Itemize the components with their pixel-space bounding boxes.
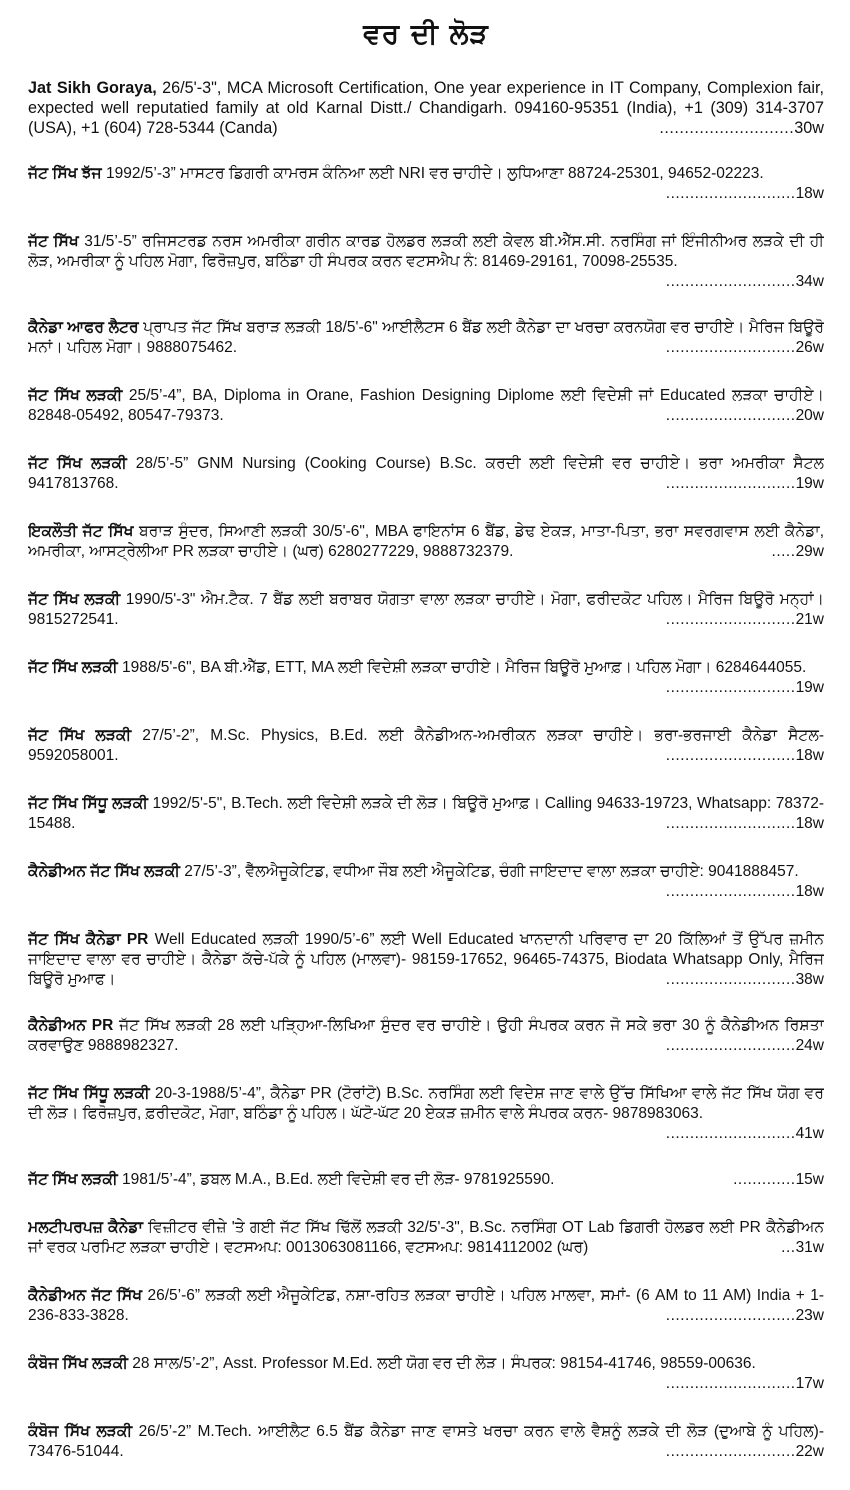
ad-heading: Jat Sikh Goraya, — [28, 79, 157, 97]
ad-text: 31/5’-5” ਰਜਿਸਟਰਡ ਨਰਸ ਅਮਰੀਕਾ ਗਰੀਨ ਕਾਰਡ ਹੋਲਡਰ ਲੜਕੀ ਲਈ ਕੇਵਲ ਬੀ.ਐੱਸ.ਸੀ. ਨਰਸਿੰਗ ਜਾਂ ਇੰਜੀਨੀਅਰ ਲੜਕੇ ਦੀ ਹੀ ਲੋੜ, ਅਮਰੀਕਾ ਨੂੰ ਪਹਿਲ ਮੋਗਾ, ਫਿਰੋਜ਼ਪੁਰ, ਬਠਿੰਡਾ ਹੀ ਸੰਪਰਕ ਕਰਨ ਵਟਸਐਪ ਨੰ: 81469-29161, 70098-25535. — [28, 233, 824, 270]
ad-dots: ........................... — [665, 407, 796, 424]
ad-dots: ........................... — [665, 611, 796, 628]
list-item — [28, 1354, 824, 1394]
ad-text: 1990/5'-3" ਐਮ.ਟੈਕ. 7 ਬੈਂਡ ਲਈ ਬਰਾਬਰ ਯੋਗਤਾ ਵਾਲਾ ਲੜਕਾ ਚਾਹੀਏ। ਮੋਗਾ, ਫਰੀਦਕੋਟ ਪਹਿਲ। ਮੈਰਿਜ ਬਿਊਰੋ ਮਨ੍ਹਾਂ। 9815272541. — [28, 591, 824, 628]
ad-code — [666, 746, 824, 766]
ad-code — [659, 118, 824, 138]
ad-word-count: 19w — [795, 475, 824, 492]
ad-word-count: 18w — [795, 883, 824, 900]
ad-code — [666, 272, 824, 292]
ad-heading: ਕੰਬੋਜ ਸਿੱਖ ਲੜਕੀ — [28, 1355, 128, 1372]
ad-word-count: 20w — [795, 407, 824, 424]
ad-heading: ਕੈਨੇਡੀਅਨ PR — [28, 1017, 114, 1034]
ad-code — [666, 1306, 824, 1326]
ad-dots: ........................... — [665, 185, 796, 202]
ad-dots: ........................... — [665, 1125, 796, 1142]
list-item — [28, 794, 824, 834]
ad-heading: ਜੱਟ ਸਿੱਖ ਲੜਕੀ — [28, 591, 121, 608]
ad-word-count: 30w — [794, 119, 824, 137]
ad-dots: ... — [781, 1239, 796, 1256]
ad-code — [666, 474, 824, 494]
ad-code — [666, 184, 824, 204]
list-item — [28, 78, 824, 138]
ad-heading: ਕੈਨੇਡੀਅਨ ਜੱਟ ਸਿੱਖ — [28, 1287, 143, 1304]
ad-heading: ਜੱਟ ਸਿੱਖ ਸਿੱਧੂ ਲੜਕੀ — [28, 1085, 150, 1102]
ad-word-count: 31w — [795, 1239, 824, 1256]
ad-code — [666, 970, 824, 990]
ad-dots: ........................... — [665, 1375, 796, 1392]
ad-dots: ........................... — [665, 1037, 796, 1054]
list-item — [28, 1422, 824, 1462]
list-item — [28, 164, 824, 204]
ad-code — [666, 1124, 824, 1144]
ad-code — [666, 678, 824, 698]
list-item — [28, 454, 824, 494]
ad-heading: ਕੰਬੋਜ ਸਿੱਖ ਲੜਕੀ — [28, 1423, 133, 1440]
ad-heading: ਜੱਟ ਸਿੱਖ ਲੜਕੀ — [28, 1171, 118, 1188]
ad-word-count: 38w — [795, 971, 824, 988]
ad-text: 28/5’-5” GNM Nursing (Cooking Course) B.Sc. ਕਰਦੀ ਲਈ ਵਿਦੇਸ਼ੀ ਵਰ ਚਾਹੀਏ। ਭਰਾ ਅਮਰੀਕਾ ਸੈਟਲ 9417813768. — [28, 455, 824, 492]
ad-text: 27/5’-3”, ਵੈੱਲਐਜੂਕੇਟਿਡ, ਵਧੀਆ ਜੌਬ ਲਈ ਐਜੂਕੇਟਿਡ, ਚੰਗੀ ਜਾਇਦਾਦ ਵਾਲਾ ਲੜਕਾ ਚਾਹੀਏ: 9041888457. — [179, 863, 799, 880]
ad-word-count: 18w — [795, 747, 824, 764]
list-item — [28, 590, 824, 630]
list-item — [28, 318, 824, 358]
ad-text: 25/5’-4”, BA, Diploma in Orane, Fashion Designing Diplome ਲਈ ਵਿਦੇਸ਼ੀ ਜਾਂ Educated ਲੜਕਾ ਚਾਹੀਏ। 82848-05492, 80547-79373. — [28, 387, 824, 424]
ad-word-count: 22w — [795, 1443, 824, 1460]
list-item — [28, 386, 824, 426]
list-item — [28, 1016, 824, 1056]
ad-code — [666, 882, 824, 902]
ad-text: ਜੱਟ ਸਿੱਖ ਲੜਕੀ 28 ਲਈ ਪੜ੍ਹਿਆ-ਲਿਖਿਆ ਸੁੰਦਰ ਵਰ ਚਾਹੀਏ। ਉਹੀ ਸੰਪਰਕ ਕਰਨ ਜੋ ਸਕੇ ਭਰਾ 30 ਨੂੰ ਕੈਨੇਡੀਅਨ ਰਿਸ਼ਤਾ ਕਰਵਾਉਣ 9888982327. — [28, 1017, 824, 1054]
ad-heading: ਜੱਟ ਸਿੱਖ ਸਿੱਧੂ ਲੜਕੀ — [28, 795, 148, 812]
ad-dots: ........................... — [665, 815, 796, 832]
ad-word-count: 41w — [795, 1125, 824, 1142]
ad-word-count: 21w — [795, 611, 824, 628]
list-item — [28, 1286, 824, 1326]
ad-code — [666, 1374, 824, 1394]
ad-text: 26/5’-6” ਲੜਕੀ ਲਈ ਐਜੂਕੇਟਿਡ, ਨਸ਼ਾ-ਰਹਿਤ ਲੜਕਾ ਚਾਹੀਏ। ਪਹਿਲ ਮਾਲਵਾ, ਸਮਾਂ- (6 AM to 11 AM) India + 1-236-833-3828. — [28, 1287, 824, 1324]
ad-dots: ........................... — [665, 1307, 796, 1324]
ad-heading: ਜੱਟ ਸਿੱਖ ਲੜਕੀ — [28, 659, 118, 676]
ad-word-count: 23w — [795, 1307, 824, 1324]
list-item — [28, 658, 824, 698]
ad-text: 1988/5'-6", BA ਬੀ.ਐੱਡ, ETT, MA ਲਈ ਵਿਦੇਸ਼ੀ ਲੜਕਾ ਚਾਹੀਏ। ਮੈਰਿਜ ਬਿਊਰੋ ਮੁਆਫ਼। ਪਹਿਲ ਮੋਗਾ। 6284644055. — [117, 659, 807, 676]
ad-word-count: 18w — [795, 185, 824, 202]
ad-code — [733, 1170, 824, 1190]
ad-code — [772, 542, 824, 562]
list-item — [28, 232, 824, 292]
ad-dots: ........................... — [665, 971, 796, 988]
ad-dots: ........................... — [665, 883, 796, 900]
list-item — [28, 1170, 824, 1190]
ad-code — [666, 1442, 824, 1462]
ad-code — [666, 1036, 824, 1056]
ad-dots: ........................... — [665, 273, 796, 290]
ad-text: Well Educated ਲੜਕੀ 1990/5’-6” ਲਈ Well Educated ਖਾਨਦਾਨੀ ਪਰਿਵਾਰ ਦਾ 20 ਕਿੱਲਿਆਂ ਤੋਂ ਉੱਪਰ ਜ਼ਮੀਨ ਜਾਇਦਾਦ ਵਾਲਾ ਵਰ ਚਾਹੀਏ। ਕੈਨੇਡਾ ਕੱਚੇ-ਪੱਕੇ ਨੂੰ ਪਹਿਲ (ਮਾਲਵਾ)- 98159-17652, 96465-74375, Biodata Whatsapp Only, ਮੈਰਿਜ ਬਿਊਰੋ ਮੁਆਫ। — [28, 931, 824, 988]
ad-heading: ਜੱਟ ਸਿੱਖ ਝੱਜ — [28, 165, 102, 182]
ad-word-count: 15w — [795, 1171, 824, 1188]
ad-heading: ਜੱਟ ਸਿੱਖ ਕੈਨੇਡਾ PR — [28, 931, 149, 948]
ad-word-count: 17w — [795, 1375, 824, 1392]
ad-word-count: 19w — [795, 679, 824, 696]
ad-word-count: 24w — [795, 1037, 824, 1054]
ad-word-count: 29w — [795, 543, 824, 560]
ad-code — [666, 610, 824, 630]
list-item — [28, 522, 824, 562]
list-item — [28, 1084, 824, 1144]
page-title: ਵਰ ਦੀ ਲੋੜ — [363, 17, 489, 50]
ad-dots: ........................... — [665, 679, 796, 696]
ad-text: 1992/5'-5", B.Tech. ਲਈ ਵਿਦੇਸ਼ੀ ਲੜਕੇ ਦੀ ਲੋੜ। ਬਿਊਰੋ ਮੁਆਫ਼। Calling 94633-19723, Whatsapp: 78372-15488. — [28, 795, 824, 832]
ad-code — [666, 338, 824, 358]
ad-word-count: 34w — [795, 273, 824, 290]
ad-code — [666, 814, 824, 834]
ad-text: 26/5’-2” M.Tech. ਆਈਲੈਟ 6.5 ਬੈਂਡ ਕੈਨੇਡਾ ਜਾਣ ਵਾਸਤੇ ਖਰਚਾ ਕਰਨ ਵਾਲੇ ਵੈਸ਼ਨੂੰ ਲੜਕੇ ਦੀ ਲੋੜ (ਦੁਆਬੇ ਨੂੰ ਪਹਿਲ)- 73476-51044. — [28, 1423, 824, 1460]
list-item — [28, 930, 824, 990]
ad-heading: ਜੱਟ ਸਿੱਖ ਲੜਕੀ — [28, 727, 132, 744]
ad-text: 1981/5’-4”, ਡਬਲ M.A., B.Ed. ਲਈ ਵਿਦੇਸ਼ੀ ਵਰ ਦੀ ਲੋੜ- 9781925590. — [117, 1171, 555, 1188]
ad-heading: ਮਲਟੀਪਰਪਜ਼ ਕੈਨੇਡਾ — [28, 1219, 143, 1236]
ad-text: 20-3-1988/5’-4”, ਕੈਨੇਡਾ PR (ਟੋਰਾਂਟੋ) B.Sc. ਨਰਸਿੰਗ ਲਈ ਵਿਦੇਸ਼ ਜਾਣ ਵਾਲੇ ਉੱਚ ਸਿੱਖਿਆ ਵਾਲੇ ਜੱਟ ਸਿੱਖ ਯੋਗ ਵਰ ਦੀ ਲੋੜ। ਫਿਰੋਜ਼ਪੁਰ, ਫ਼ਰੀਦਕੋਟ, ਮੋਗਾ, ਬਠਿੰਡਾ ਨੂੰ ਪਹਿਲ। ਘੱਟੋ-ਘੱਟ 20 ਏਕੜ ਜ਼ਮੀਨ ਵਾਲੇ ਸੰਪਰਕ ਕਰਨ- 9878983063. — [28, 1085, 824, 1122]
ad-word-count: 18w — [795, 815, 824, 832]
ad-text: 1992/5’-3” ਮਾਸਟਰ ਡਿਗਰੀ ਕਾਮਰਸ ਕੰਨਿਆ ਲਈ NRI ਵਰ ਚਾਹੀਦੇ। ਲੁਧਿਆਣਾ 88724-25301, 94652-02223. — [101, 165, 764, 182]
ad-text: 28 ਸਾਲ/5’-2”, Asst. Professor M.Ed. ਲਈ ਯੋਗ ਵਰ ਦੀ ਲੋੜ। ਸੰਪਰਕ: 98154-41746, 98559-00636. — [127, 1355, 756, 1372]
ad-text: 27/5’-2”, M.Sc. Physics, B.Ed. ਲਈ ਕੈਨੇਡੀਅਨ-ਅਮਰੀਕਨ ਲੜਕਾ ਚਾਹੀਏ। ਭਰਾ-ਭਰਜਾਈ ਕੈਨੇਡਾ ਸੈਟਲ- 9592058001. — [28, 727, 824, 764]
ad-heading: ਜੱਟ ਸਿੱਖ ਲੜਕੀ — [28, 387, 123, 404]
list-item — [28, 726, 824, 766]
ad-code — [666, 406, 824, 426]
ad-word-count: 26w — [795, 339, 824, 356]
ad-text: ਬਰਾੜ ਸੁੰਦਰ, ਸਿਆਣੀ ਲੜਕੀ 30/5'-6", MBA ਫਾਇਨਾਂਸ 6 ਬੈਂਡ, ਡੇਢ ਏਕੜ, ਮਾਤਾ-ਪਿਤਾ, ਭਰਾ ਸਵਰਗਵਾਸ ਲਈ ਕੈਨੇਡਾ, ਅਮਰੀਕਾ, ਆਸਟ੍ਰੇਲੀਆ PR ਲੜਕਾ ਚਾਹੀਏ। (ਘਰ) 6280277229, 9888732379. — [28, 523, 824, 560]
ad-dots: ............. — [733, 1171, 796, 1188]
ad-code — [781, 1238, 824, 1258]
ad-text: ਵਿਜ਼ੀਟਰ ਵੀਜ਼ੇ 'ਤੇ ਗਈ ਜੱਟ ਸਿੱਖ ਢਿੱਲੋਂ ਲੜਕੀ 32/5'-3", B.Sc. ਨਰਸਿੰਗ OT Lab ਡਿਗਰੀ ਹੋਲਡਰ ਲਈ PR ਕੈਨੇਡੀਅਨ ਜਾਂ ਵਰਕ ਪਰਮਿਟ ਲੜਕਾ ਚਾਹੀਏ। ਵਟਸਅਪ: 0013063081166, ਵਟਸਅਪ: 9814112002 (ਘਰ) — [28, 1219, 824, 1256]
ad-heading: ਕੈਨੇਡਾ ਆਫਰ ਲੈਟਰ — [28, 319, 139, 336]
ad-heading: ਜੱਟ ਸਿੱਖ ਲੜਕੀ — [28, 455, 127, 472]
ad-dots: ........................... — [665, 1443, 796, 1460]
ad-heading: ਕੈਨੇਡੀਅਨ ਜੱਟ ਸਿੱਖ ਲੜਕੀ — [28, 863, 180, 880]
list-item — [28, 862, 824, 902]
ad-dots: ........................... — [665, 747, 796, 764]
ad-dots: ........................... — [665, 339, 796, 356]
ad-heading: ਜੱਟ ਸਿੱਖ — [28, 233, 79, 250]
ad-dots: ........................... — [659, 119, 795, 137]
list-item — [28, 1218, 824, 1258]
ad-text: 26/5'-3", MCA Microsoft Certification, One year experience in IT Company, Complexion fair, expected well reputatied family at old Karnal Distt./ Chandigarh. 094160-95351 (India), +1 (309) 314-3707 (USA), +1 (604) 728-5344 (Canda) — [28, 79, 824, 137]
ad-list — [28, 78, 824, 1490]
ad-dots: ..... — [771, 543, 796, 560]
ad-text: ਪ੍ਰਾਪਤ ਜੱਟ ਸਿੱਖ ਬਰਾੜ ਲੜਕੀ 18/5'-6" ਆਈਲੈਟਸ 6 ਬੈਂਡ ਲਈ ਕੈਨੇਡਾ ਦਾ ਖਰਚਾ ਕਰਨਯੋਗ ਵਰ ਚਾਹੀਏ। ਮੈਰਿਜ ਬਿਊਰੋ ਮਨਾਂ। ਪਹਿਲ ਮੋਗਾ। 9888075462. — [28, 319, 824, 356]
ad-heading: ਇਕਲੌਤੀ ਜੱਟ ਸਿੱਖ — [28, 523, 134, 540]
ad-dots: ........................... — [665, 475, 796, 492]
